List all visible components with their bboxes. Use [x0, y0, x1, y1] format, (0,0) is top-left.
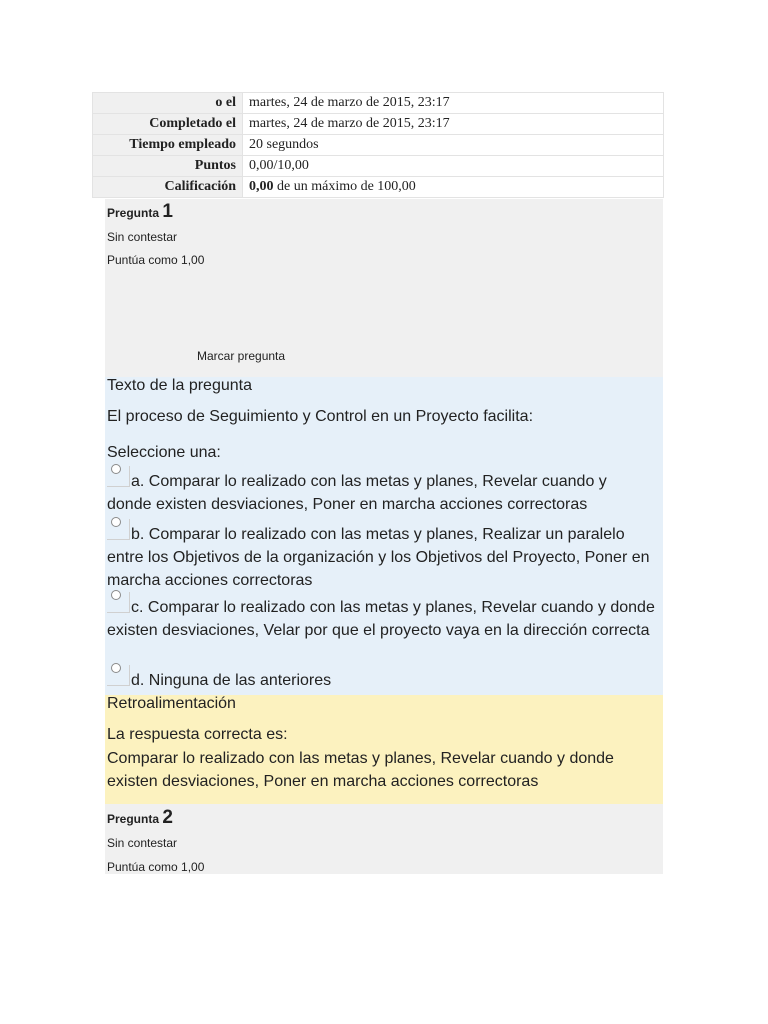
grade-max: de un máximo de 100,00 [273, 179, 416, 194]
question-heading-prefix: Pregunta [107, 206, 163, 220]
answer-option-c[interactable] [107, 592, 655, 642]
question-1-info [105, 199, 663, 377]
answer-option-a[interactable] [107, 466, 655, 516]
radio-button[interactable] [107, 592, 130, 613]
question-text-heading: Texto de la pregunta [107, 377, 252, 394]
summary-value: 0,00/10,00 [243, 156, 664, 177]
attempt-summary-table [92, 92, 664, 198]
radio-button[interactable] [107, 665, 130, 686]
question-heading-prefix: Pregunta [107, 812, 163, 826]
question-number: 2 [162, 807, 173, 828]
summary-value: 20 segundos [243, 135, 664, 156]
summary-value: martes, 24 de marzo de 2015, 23:17 [243, 93, 664, 114]
question-prompt: El proceso de Seguimiento y Control en un Proyecto facilita: [107, 408, 534, 425]
option-label: d. Ninguna de las anteriores [131, 672, 332, 689]
feedback-intro: La respuesta correcta es: [107, 726, 288, 743]
answer-option-b[interactable] [107, 519, 655, 592]
grade-value: 0,00 [249, 179, 274, 194]
summary-row-time [93, 135, 664, 156]
flag-question-link[interactable]: Marcar pregunta [197, 349, 286, 363]
summary-label: Puntos [93, 156, 243, 177]
question-number: 1 [162, 201, 173, 222]
summary-row-points [93, 156, 664, 177]
summary-value: martes, 24 de marzo de 2015, 23:17 [243, 114, 664, 135]
question-1-feedback [105, 695, 663, 804]
option-label: c. Comparar lo realizado con las metas y planes, Revelar cuando y donde existen desviaciones, Velar por que el proyecto vaya en la dirección correcta [107, 599, 655, 639]
feedback-heading: Retroalimentación [107, 695, 236, 712]
question-score: Puntúa como 1,00 [107, 253, 205, 267]
radio-button[interactable] [107, 519, 130, 540]
question-status: Sin contestar [107, 230, 178, 244]
radio-button[interactable] [107, 466, 130, 487]
question-score: Puntúa como 1,00 [107, 860, 205, 874]
summary-row-started [93, 93, 664, 114]
summary-value [243, 177, 664, 198]
question-2-heading [107, 807, 173, 829]
question-2-info [105, 804, 663, 874]
select-one-label: Seleccione una: [107, 444, 221, 461]
question-1-heading [107, 201, 173, 223]
summary-label: Tiempo empleado [93, 135, 243, 156]
question-status: Sin contestar [107, 836, 178, 850]
summary-row-completed [93, 114, 664, 135]
summary-label: Completado el [93, 114, 243, 135]
correct-answer-line: existen desviaciones, Poner en marcha acciones correctoras [107, 773, 539, 790]
correct-answer-line: Comparar lo realizado con las metas y planes, Revelar cuando y donde [107, 750, 614, 767]
summary-row-grade [93, 177, 664, 198]
answer-option-d[interactable] [107, 665, 655, 692]
question-1-content [105, 377, 663, 695]
summary-label: o el [93, 93, 243, 114]
summary-label: Calificación [93, 177, 243, 198]
option-label: a. Comparar lo realizado con las metas y planes, Revelar cuando y donde existen desviaciones, Poner en marcha acciones correctoras [107, 473, 607, 513]
option-label: b. Comparar lo realizado con las metas y planes, Realizar un paralelo entre los Objetivos de la organización y los Objetivos del Proyecto, Poner en marcha acciones correctoras [107, 526, 650, 589]
